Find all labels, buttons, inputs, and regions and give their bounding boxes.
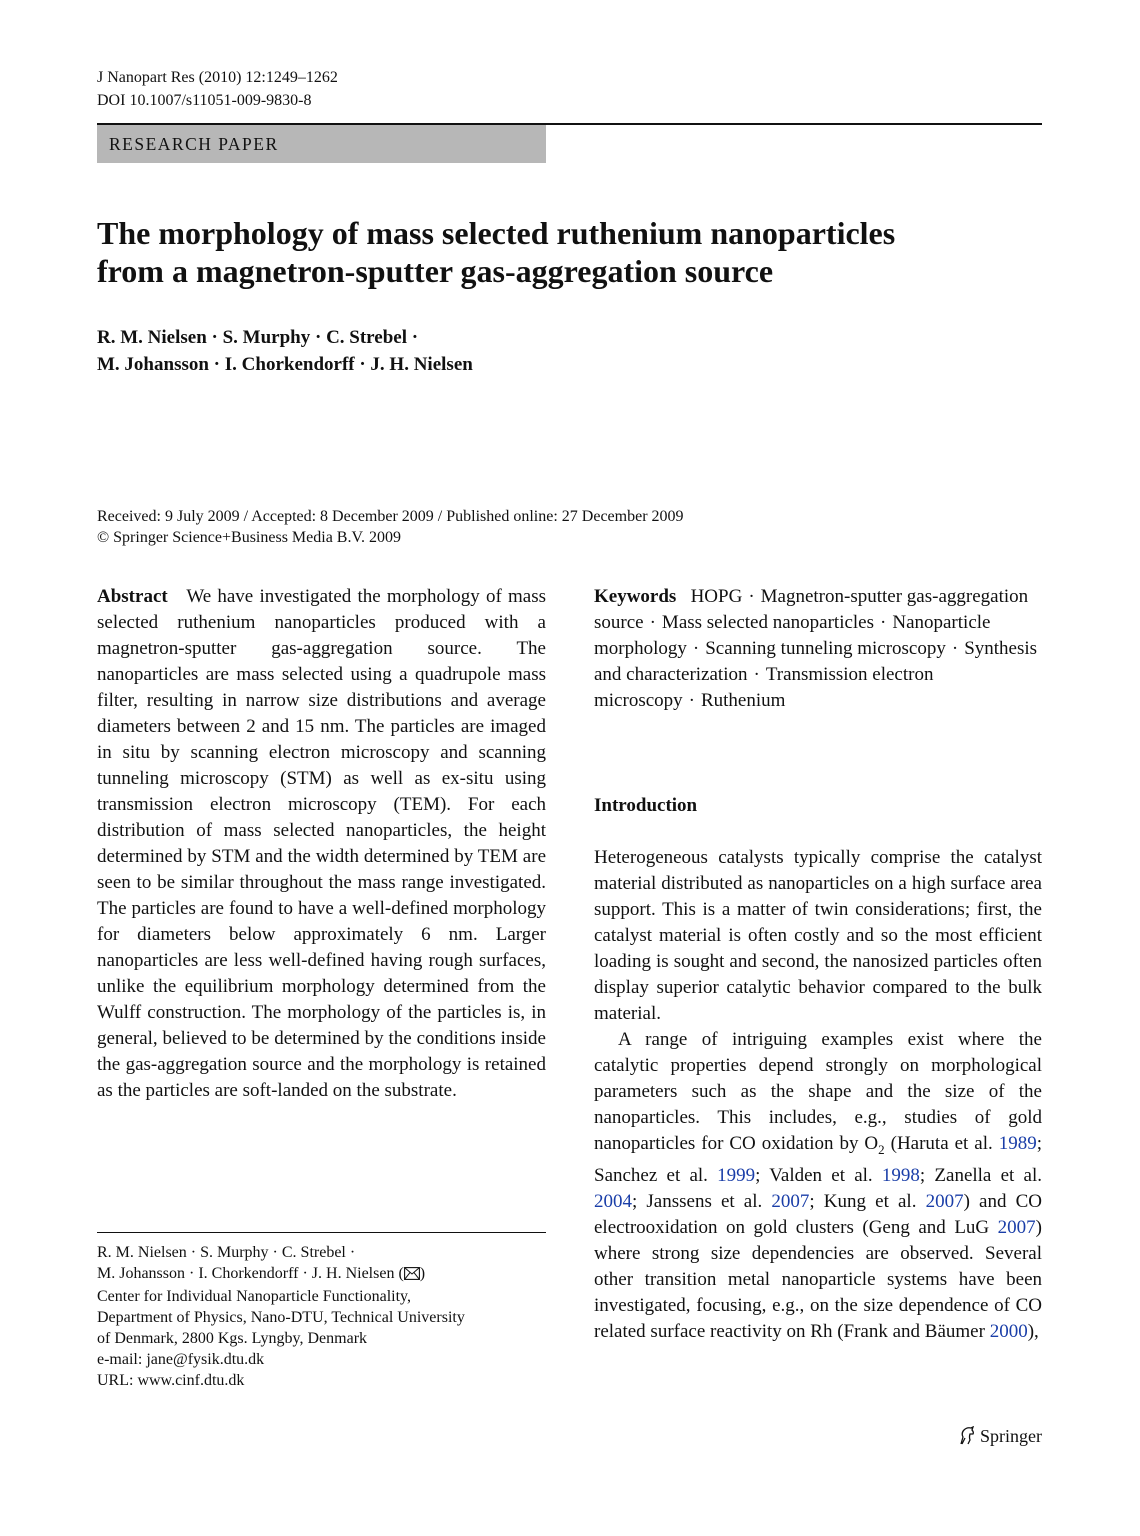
keyword-item: Ruthenium: [700, 690, 786, 711]
keyword-item: Synthesis and characterization: [594, 638, 1038, 685]
keyword-item: Scanning tunneling microscopy: [705, 638, 946, 659]
keywords-label: Keywords: [594, 586, 677, 607]
author-affiliation-footnote: [97, 1242, 546, 1391]
section-heading-introduction: Introduction: [594, 795, 698, 816]
footnote-authors: M. Johansson · I. Chorkendorff · J. H. Nielsen ( ): [97, 1263, 546, 1286]
affiliation-line: Department of Physics, Nano-DTU, Technical University: [97, 1309, 465, 1326]
citation-link[interactable]: 1999: [717, 1164, 756, 1186]
title-line: from a magnetron-sputter gas-aggregation source: [97, 253, 774, 289]
citation-link[interactable]: 2007: [997, 1216, 1036, 1238]
publisher-name: Springer: [980, 1426, 1042, 1446]
envelope-icon: [404, 1265, 420, 1286]
keyword-item: Mass selected nanoparticles: [661, 612, 875, 633]
affiliation-line: Center for Individual Nanoparticle Functionality,: [97, 1288, 411, 1305]
abstract-text: We have investigated the morphology of mass selected ruthenium nanoparticles produced with a magnetron-sputter gas-aggregation source. The nanoparticles are mass selected using a quadrupole mass filter, resulting in narrow size distributions and average diameters between 2 and 15 nm. The particles are imaged in situ by scanning electron microscopy and scanning tunneling microscopy (STM) as well as ex-situ using transmission electron microscopy (TEM). For each distribution of mass selected nanoparticles, the height determined by STM and the width determined by TEM are seen to be similar throughout the mass range investigated. The particles are found to have a well-defined morphology for diameters below approximately 6 nm. Larger nanoparticles are less well-defined having rough surfaces, unlike the equilibrium morphology determined from the Wulff construction. The morphology of the particles is, in general, believed to be determined by the conditions inside the gas-aggregation source and the morphology is retained as the particles are soft-landed on the substrate.: [97, 586, 547, 1101]
keyword-item: Nanoparticle morphology: [594, 612, 991, 659]
abstract-label: Abstract: [97, 586, 168, 607]
citation-link[interactable]: 2000: [989, 1320, 1028, 1342]
copyright-notice: © Springer Science+Business Media B.V. 2009: [97, 529, 401, 546]
url[interactable]: URL: www.cinf.dtu.dk: [97, 1372, 245, 1389]
doi: DOI 10.1007/s11051-009-9830-8: [97, 92, 312, 109]
citation-link[interactable]: 1989: [998, 1133, 1037, 1154]
history-dates: Received: 9 July 2009 / Accepted: 8 December 2009 / Published online: 27 December 2009: [97, 508, 684, 525]
email[interactable]: e-mail: jane@fysik.dtu.dk: [97, 1351, 265, 1368]
keyword-item: Magnetron-sputter gas-aggregation source: [594, 586, 1029, 633]
keyword-item: HOPG: [690, 586, 743, 607]
keyword-item: Transmission electron microscopy: [594, 664, 934, 711]
footnote-rule: [97, 1232, 546, 1233]
citation-link[interactable]: 2007: [771, 1190, 810, 1212]
keywords: Keywords HOPG · Magnetron-sputter gas-aggregation source · Mass selected nanoparticles · Nanoparticle morphology · Scanning tunneling microscopy · Synthesis and characterization · Transmission electron microscopy · Ruthenium: [594, 586, 1038, 711]
springer-horse-icon: [958, 1426, 976, 1446]
intro-paragraph-2: A range of intriguing examples exist where the catalytic properties depend strongly on morphological parameters such as the shape and the size of the nanoparticles. This includes, e.g., studies of gold nanoparticles for CO oxidation by $O_2$ (Haruta et al. 1989; Sanchez et al. 1999; Valden et al. 1998; Zanella et al. 2004; Janssens et al. 2007; Kung et al. 2007) and CO electrooxidation on gold clusters (Geng and LuG 2007) where strong size dependencies are observed. Several other transition metal nanoparticle systems have been investigated, focusing, e.g., on the size dependence of CO related surface reactivity on Rh (Frank and Bäumer 2000),: [594, 1029, 1042, 1342]
journal-citation: J Nanopart Res (2010) 12:1249–1262: [97, 69, 338, 86]
article-type-banner: RESEARCH PAPER: [97, 125, 546, 163]
paper-title: [97, 214, 1042, 290]
citation-link[interactable]: 2004: [594, 1190, 632, 1212]
publisher-mark: [958, 1424, 1042, 1448]
footnote-authors: R. M. Nielsen · S. Murphy · C. Strebel ·: [97, 1244, 356, 1261]
author-line: M. Johansson · I. Chorkendorff · J. H. Nielsen: [97, 354, 473, 375]
author-list: [97, 324, 473, 378]
right-column: [594, 584, 1042, 1345]
intro-paragraph-1: Heterogeneous catalysts typically comprise the catalyst material distributed as nanoparticles on a high surface area support. This is a matter of twin considerations; first, the catalyst material is often costly and so the most efficient loading is sought and second, the nanosized particles often display superior catalytic behavior compared to the bulk material.: [594, 847, 1042, 1024]
abstract: [97, 584, 546, 1104]
publication-dates: [97, 506, 684, 548]
author-line: R. M. Nielsen · S. Murphy · C. Strebel ·: [97, 327, 419, 348]
title-line: The morphology of mass selected ruthenium nanoparticles: [97, 215, 896, 251]
left-column: [97, 584, 546, 1104]
citation-link[interactable]: 2007: [925, 1190, 964, 1212]
citation-link[interactable]: 1998: [881, 1164, 920, 1186]
affiliation-line: of Denmark, 2800 Kgs. Lyngby, Denmark: [97, 1330, 368, 1347]
